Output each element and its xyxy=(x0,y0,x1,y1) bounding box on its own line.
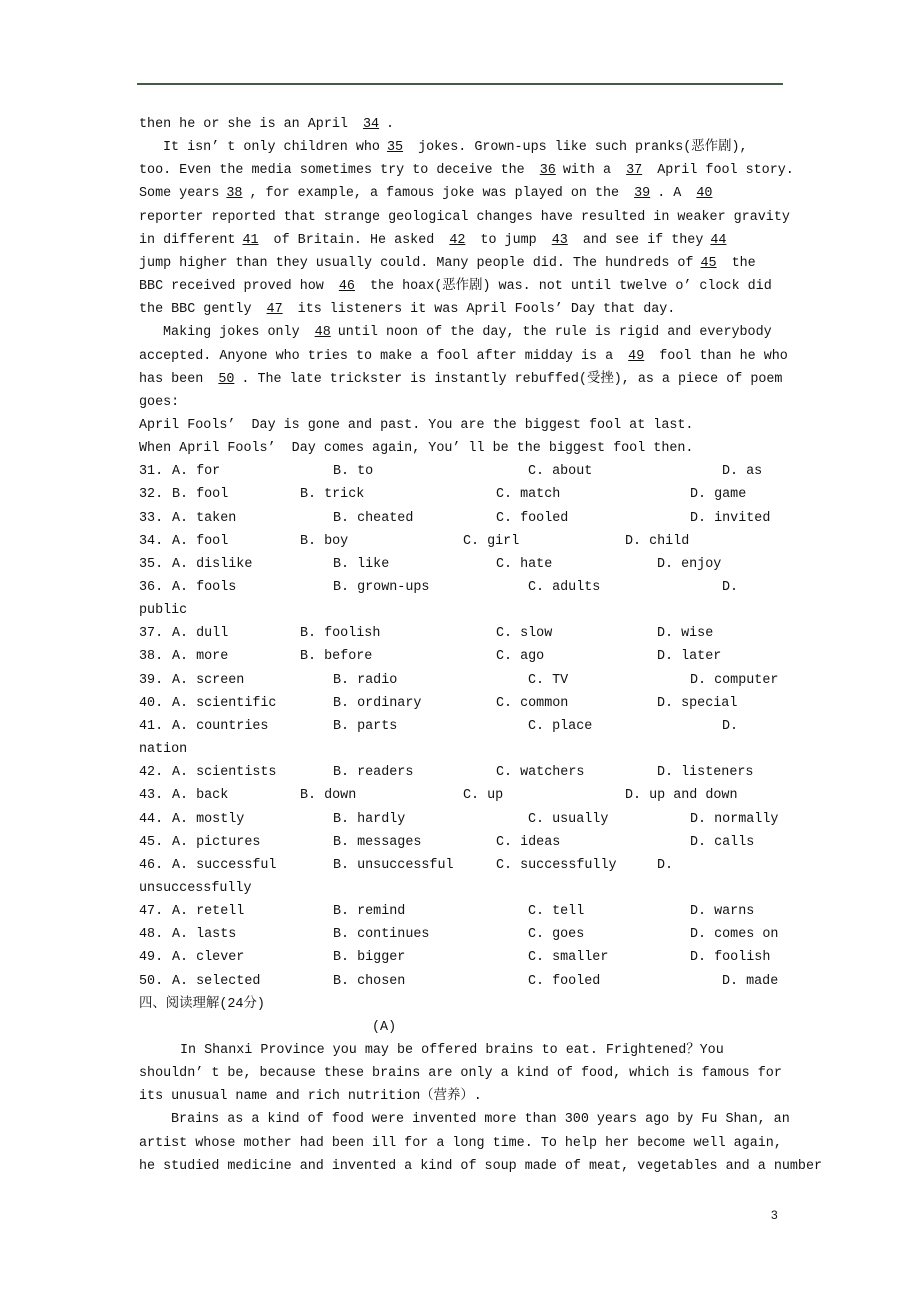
question-number: 41. xyxy=(139,718,164,734)
passage-text: then he or she is an April xyxy=(139,117,356,132)
option-d-wrapped: public xyxy=(139,603,188,619)
passage-text: April Fools’ Day is gone and past. You are the biggest fool at last. xyxy=(139,417,694,433)
option-b: B. messages xyxy=(333,834,422,850)
option-c: C. ago xyxy=(496,649,545,665)
option-b: B. radio xyxy=(333,672,398,688)
option-b: B. bigger xyxy=(333,950,406,966)
passage-text: too. Even the media sometimes try to deceive the xyxy=(139,163,533,179)
option-d: D. listeners xyxy=(657,765,754,781)
answer-blank: 42 xyxy=(449,232,466,248)
passage-line xyxy=(139,162,794,180)
option-d: D. comes on xyxy=(690,927,779,943)
header-rule xyxy=(137,83,783,85)
answer-blank: 35 xyxy=(386,140,404,156)
option-d: D. made xyxy=(722,973,779,989)
answer-blank: 45 xyxy=(700,255,717,271)
option-b: B. remind xyxy=(333,904,406,920)
option-d: D. xyxy=(722,718,739,734)
option-c: C. place xyxy=(528,718,593,734)
question-number: 37. xyxy=(139,626,164,642)
option-c: C. slow xyxy=(496,626,553,642)
reading-line: artist whose mother had been ill for a long time. To help her become well again, xyxy=(139,1135,782,1151)
passage-text: to jump xyxy=(472,232,545,248)
passage-text: goes: xyxy=(139,394,180,410)
option-d: D. up and down xyxy=(625,788,738,804)
answer-blank: 47 xyxy=(266,302,283,318)
passage-text: the BBC gently xyxy=(139,302,260,318)
option-a: A. pictures xyxy=(172,834,261,850)
option-c: C. tell xyxy=(528,904,585,920)
option-d: D. invited xyxy=(690,510,771,526)
passage-text: its listeners it was April Fools’ Day that day. xyxy=(289,302,676,318)
question-number: 32. xyxy=(139,487,164,503)
passage-text: Making jokes only xyxy=(163,325,308,341)
question-number: 35. xyxy=(139,556,164,572)
answer-blank: 44 xyxy=(710,232,727,248)
answer-blank: 48 xyxy=(314,325,331,341)
answer-blank: 49 xyxy=(628,348,645,364)
passage-text: accepted. Anyone who tries to make a fool after midday is a xyxy=(139,348,622,364)
question-number: 31. xyxy=(139,464,164,480)
passage-text: reporter reported that strange geological changes have resulted in weaker gravity xyxy=(139,209,790,225)
option-b: B. hardly xyxy=(333,811,406,827)
passage-line xyxy=(139,278,772,296)
option-a: A. fools xyxy=(172,580,237,595)
question-number: 49. xyxy=(139,950,164,966)
passage-text: It isn’ t only children who xyxy=(163,140,380,156)
option-d: D. xyxy=(657,857,674,873)
option-d: D. as xyxy=(722,464,763,480)
answer-blank: 34 xyxy=(362,117,380,132)
option-b: B. boy xyxy=(300,533,349,549)
option-a: A. for xyxy=(172,464,221,480)
option-c: C. fooled xyxy=(528,973,601,989)
option-c: C. TV xyxy=(528,672,569,688)
option-b: B. down xyxy=(300,788,357,804)
passage-text: fool than he who xyxy=(651,348,788,364)
passage-line xyxy=(139,209,790,227)
answer-blank: 37 xyxy=(626,163,643,179)
option-a: A. back xyxy=(172,788,229,804)
answer-blank: 43 xyxy=(551,232,568,248)
answer-blank: 36 xyxy=(539,163,556,179)
passage-line xyxy=(163,139,748,157)
question-number: 33. xyxy=(139,510,164,526)
option-a: A. screen xyxy=(172,672,245,688)
option-d: D. computer xyxy=(690,672,779,688)
option-d: D. wise xyxy=(657,626,714,642)
option-a: A. selected xyxy=(172,973,261,989)
answer-blank: 50 xyxy=(218,371,235,387)
option-a: A. more xyxy=(172,649,229,665)
option-a: A. scientific xyxy=(172,695,277,711)
passage-text: jokes. Grown-ups like such pranks(恶作剧), xyxy=(410,140,748,156)
passage-line xyxy=(139,301,675,319)
option-c: C. smaller xyxy=(528,950,609,966)
question-number: 42. xyxy=(139,765,164,781)
option-c: C. fooled xyxy=(496,510,569,526)
passage-line xyxy=(139,185,719,203)
passage-text: Some years xyxy=(139,186,220,202)
question-number: 34. xyxy=(139,533,164,549)
passage-text: of Britain. He asked xyxy=(265,232,443,248)
option-b: B. unsuccessful xyxy=(333,857,454,873)
option-b: B. foolish xyxy=(300,626,381,642)
answer-blank: 41 xyxy=(242,232,259,248)
option-b: B. continues xyxy=(333,927,430,943)
option-d: D. later xyxy=(657,649,722,665)
option-d: D. calls xyxy=(690,834,755,850)
option-a: A. dull xyxy=(172,626,229,642)
passage-text: the xyxy=(723,255,756,271)
option-b: B. ordinary xyxy=(333,695,422,711)
answer-blank: 40 xyxy=(696,186,713,202)
option-a: A. dislike xyxy=(172,556,253,572)
passage-line xyxy=(163,324,772,342)
passage-line xyxy=(139,116,394,134)
reading-line: shouldn’ t be, because these brains are only a kind of food, which is famous for xyxy=(139,1066,782,1082)
page-number: 3 xyxy=(771,1208,778,1222)
question-number: 43. xyxy=(139,788,164,804)
option-a: A. lasts xyxy=(172,927,237,943)
option-b: B. to xyxy=(333,464,374,480)
option-a: B. fool xyxy=(172,487,229,503)
passage-line xyxy=(139,255,756,273)
question-number: 38. xyxy=(139,649,164,665)
passage-text: . A xyxy=(657,186,690,202)
option-a: A. scientists xyxy=(172,765,277,781)
option-b: B. readers xyxy=(333,765,414,781)
option-a: A. successful xyxy=(172,857,277,873)
question-number: 46. xyxy=(139,857,164,873)
option-d: D. warns xyxy=(690,904,755,920)
option-a: A. retell xyxy=(172,904,245,920)
option-a: A. fool xyxy=(172,533,229,549)
passage-text: in different xyxy=(139,232,236,248)
option-d-wrapped: unsuccessfully xyxy=(139,880,252,896)
reading-line: In Shanxi Province you may be offered brains to eat. Frightened？You xyxy=(180,1043,724,1058)
option-c: C. successfully xyxy=(496,857,617,873)
option-c: C. common xyxy=(496,695,569,711)
option-d: D. special xyxy=(657,695,738,711)
answer-blank: 46 xyxy=(338,279,355,295)
question-number: 44. xyxy=(139,811,164,827)
option-c: C. goes xyxy=(528,927,585,943)
passage-label: (A) xyxy=(372,1019,397,1035)
passage-line xyxy=(139,348,788,366)
passage-line xyxy=(139,371,782,389)
answer-blank: 38 xyxy=(226,186,243,202)
option-b: B. parts xyxy=(333,718,398,734)
option-c: C. hate xyxy=(496,556,553,572)
passage-text: until noon of the day, the rule is rigid and everybody xyxy=(337,325,772,341)
option-d: D. xyxy=(722,580,739,595)
option-c: C. usually xyxy=(528,811,609,827)
reading-line: its unusual name and rich nutrition（营养）. xyxy=(139,1089,482,1105)
passage-text: has been xyxy=(139,371,212,387)
option-b: B. trick xyxy=(300,487,365,503)
passage-text: the hoax(恶作剧) was. not until twelve o’ clock did xyxy=(361,279,772,295)
option-c: C. ideas xyxy=(496,834,561,850)
option-b: B. cheated xyxy=(333,510,414,526)
option-d: D. foolish xyxy=(690,950,771,966)
reading-line: he studied medicine and invented a kind of soup made of meat, vegetables and a number xyxy=(139,1158,823,1174)
question-number: 47. xyxy=(139,904,164,920)
question-number: 40. xyxy=(139,695,164,711)
option-c: C. watchers xyxy=(496,765,585,781)
passage-text: BBC received proved how xyxy=(139,279,332,295)
option-d: D. child xyxy=(625,533,690,549)
passage-line xyxy=(139,417,693,435)
question-number: 50. xyxy=(139,973,164,989)
passage-line xyxy=(139,232,733,250)
option-c: C. adults xyxy=(528,580,601,595)
passage-text: , for example, a famous joke was played on the xyxy=(249,186,628,202)
passage-line xyxy=(139,394,179,412)
passage-text: When April Fools’ Day comes again, You’ ll be the biggest fool then. xyxy=(139,441,694,457)
option-d: D. enjoy xyxy=(657,556,722,572)
option-b: B. like xyxy=(333,556,390,572)
option-c: C. up xyxy=(463,788,504,804)
option-d-wrapped: nation xyxy=(139,742,188,758)
option-c: C. match xyxy=(496,487,561,503)
passage-text: with a xyxy=(562,163,620,179)
option-a: A. clever xyxy=(172,950,245,966)
option-b: B. chosen xyxy=(333,973,406,989)
answer-blank: 39 xyxy=(634,186,651,202)
option-a: A. mostly xyxy=(172,811,245,827)
option-b: B. grown-ups xyxy=(333,580,430,595)
passage-text: jump higher than they usually could. Many people did. The hundreds of xyxy=(139,255,694,271)
reading-line: Brains as a kind of food were invented more than 300 years ago by Fu Shan, an xyxy=(171,1112,790,1128)
option-b: B. before xyxy=(300,649,373,665)
option-d: D. normally xyxy=(690,811,779,827)
option-a: A. taken xyxy=(172,510,237,526)
passage-text: . xyxy=(386,117,395,132)
question-number: 36. xyxy=(139,580,164,595)
option-c: C. about xyxy=(528,464,593,480)
question-number: 39. xyxy=(139,672,164,688)
option-c: C. girl xyxy=(463,533,520,549)
passage-text: April fool story. xyxy=(649,163,794,179)
passage-text: . The late trickster is instantly rebuffed(受挫), as a piece of poem xyxy=(241,371,783,387)
question-number: 45. xyxy=(139,834,164,850)
section-title: 四、阅读理解(24分) xyxy=(139,996,265,1012)
option-a: A. countries xyxy=(172,718,269,734)
passage-line xyxy=(139,440,693,458)
passage-text: and see if they xyxy=(574,232,704,248)
question-number: 48. xyxy=(139,927,164,943)
option-d: D. game xyxy=(690,487,747,503)
